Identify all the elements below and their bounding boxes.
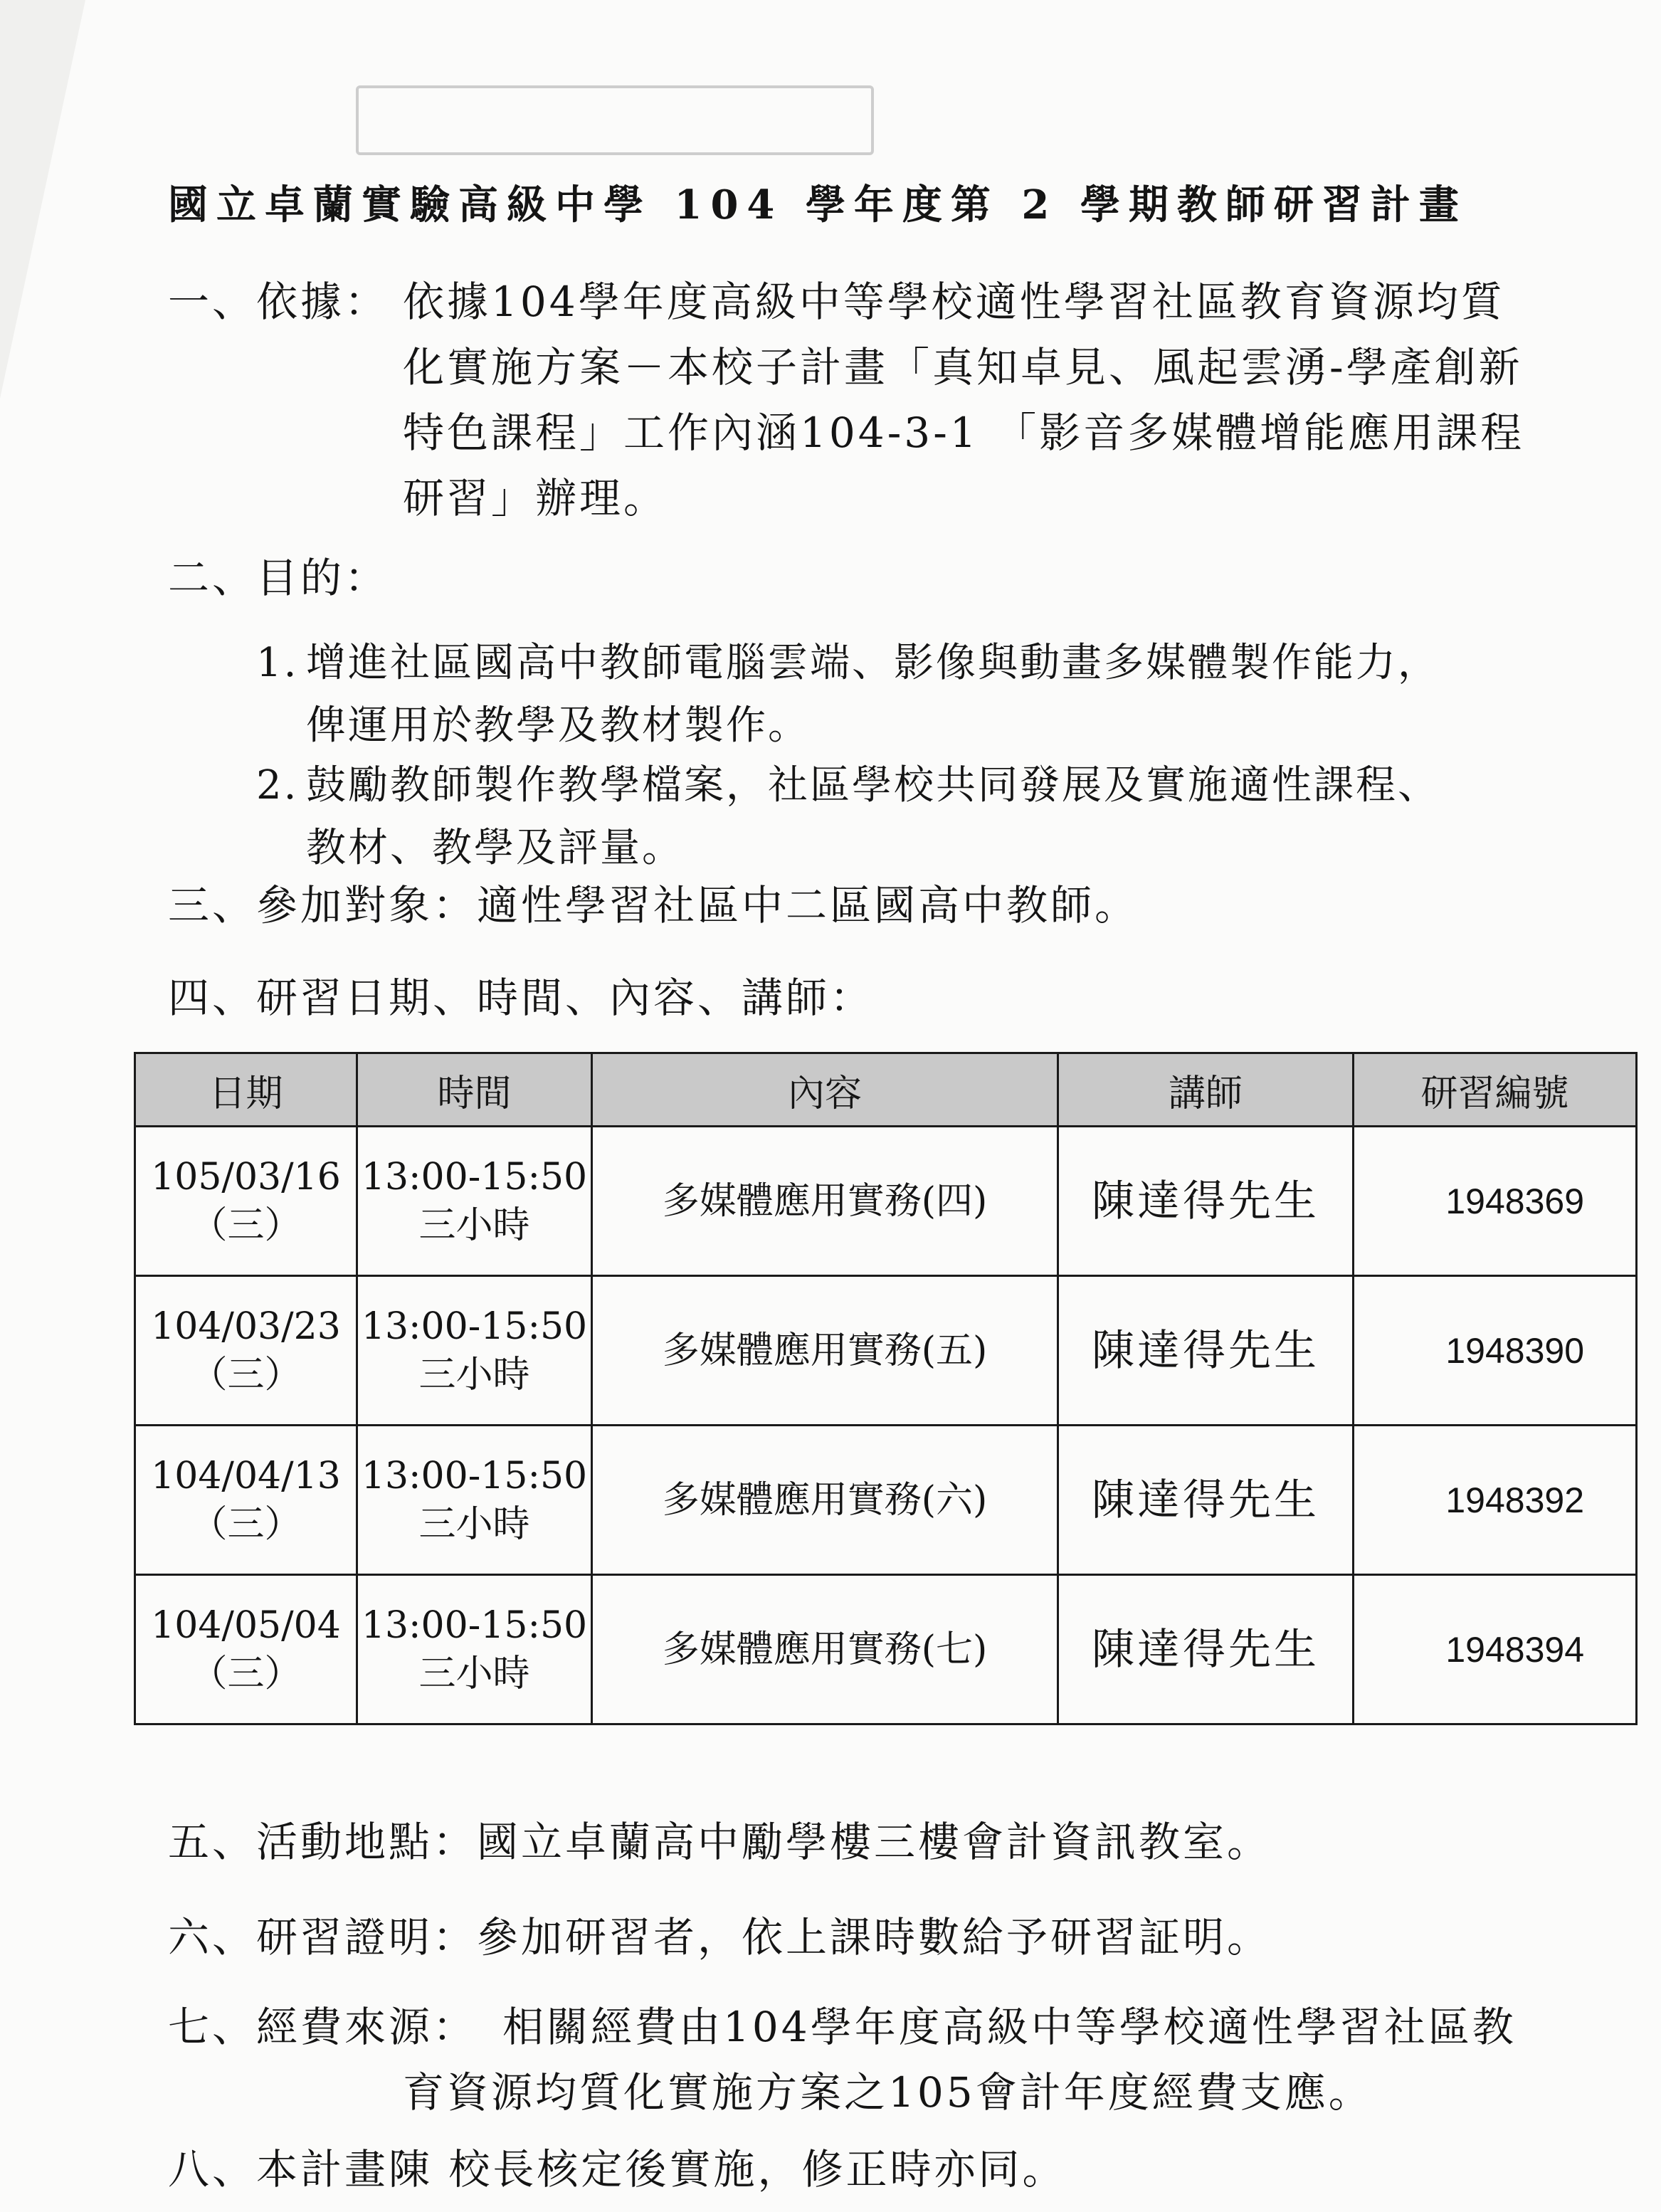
funding-line: 育資源均質化實施方案之105會計年度經費支應。 — [403, 2068, 1373, 2117]
code-cell: 1948392 — [1354, 1426, 1637, 1575]
teacher-cell: 陳達得先生 — [1058, 1426, 1354, 1575]
basis-line: 化實施方案－本校子計畫「真知卓見、風起雲湧-學產創新 — [403, 343, 1523, 391]
table-row — [135, 1575, 1637, 1724]
basis-line: 依據104學年度高級中等學校適性學習社區教育資源均質 — [403, 278, 1505, 326]
column-header-code: 研習編號 — [1354, 1053, 1637, 1127]
basis-line: 特色課程」工作內涵104-3-1 「影音多媒體增能應用課程 — [403, 409, 1525, 457]
purpose-item-line: 增進社區國高中教師電腦雲端、影像與動畫多媒體製作能力， — [306, 640, 1440, 686]
content-cell: 多媒體應用實務(五) — [592, 1276, 1058, 1426]
teacher-cell: 陳達得先生 — [1058, 1575, 1354, 1724]
basis-line: 研習」辦理。 — [403, 474, 668, 522]
date-cell: 104/03/23 （三） — [135, 1276, 357, 1426]
purpose-item-2 — [256, 754, 1608, 883]
purpose-item-number: 2. — [256, 762, 299, 809]
section-purpose-label: 二、目的： — [168, 554, 389, 602]
purpose-item-line: 教材、教學及評量。 — [306, 825, 684, 871]
folded-corner — [0, 0, 85, 399]
code-cell: 1948369 — [1354, 1127, 1637, 1276]
date-cell: 105/03/16 （三） — [135, 1127, 357, 1276]
time-cell: 13:00-15:50 三小時 — [357, 1575, 592, 1724]
time-cell: 13:00-15:50 三小時 — [357, 1127, 592, 1276]
table-row — [135, 1426, 1637, 1575]
table-header-row — [135, 1053, 1637, 1127]
section-funding-label: 七、經費來源： — [168, 2003, 478, 2051]
teacher-cell: 陳達得先生 — [1058, 1276, 1354, 1426]
column-header-date: 日期 — [135, 1053, 357, 1127]
purpose-item-number: 1. — [256, 640, 299, 686]
purpose-item-1 — [256, 632, 1608, 760]
time-cell: 13:00-15:50 三小時 — [357, 1276, 592, 1426]
date-cell: 104/05/04 （三） — [135, 1575, 357, 1724]
column-header-content: 內容 — [592, 1053, 1058, 1127]
content-cell: 多媒體應用實務(四) — [592, 1127, 1058, 1276]
table-row — [135, 1127, 1637, 1276]
section-basis-label: 一、依據： — [168, 278, 389, 326]
column-header-teacher: 講師 — [1058, 1053, 1354, 1127]
section-basis — [168, 269, 1613, 532]
date-cell: 104/04/13 （三） — [135, 1426, 357, 1575]
content-cell: 多媒體應用實務(六) — [592, 1426, 1058, 1575]
teacher-cell: 陳達得先生 — [1058, 1127, 1354, 1276]
code-cell: 1948394 — [1354, 1575, 1637, 1724]
purpose-item-line: 鼓勵教師製作教學檔案，社區學校共同發展及實施適性課程、 — [306, 762, 1440, 809]
document-page: 國立卓蘭實驗高級中學 104 學年度第 2 學期教師研習計畫 一、依據： 依據104學年度高級中等學校適性學習社區教育資源均質 化實施方案－本校子計畫「真知卓見、風起雲湧-學產創新 特色課程」工作內涵104-3-1 「影音多媒體增能應用課程 研習」辦理。 二、目的： 1. 增進社區國高中教師電腦雲端、影像與動畫多媒體製作能力， 俾運用於教學及教材製作。 2. 鼓勵教師製作教學檔案，社區學校共同發展及實施適性課程、 教材、教學及評量。 三、參加對象：適性學習社區中二區國高中教師。 四、研習日期、時間、內容、講師： 日期 時間 內容 講師 研習編號 105/03/16 （三） 13:00-15:50 三小時 多媒體應用實務(四) 陳達得先生 1948369 104/03/23 （三） 13:00-15:50 三小時 多媒體應用實務(五) 陳達得先生 1948390 104/04/13 （三） 13:00-15:50 三小時 多媒體應用實務(六) 陳達得先生 1948392 104/05/04 （三） 13:00-15:50 三小時 多媒體應用實務(七) 陳達得先生 1948394 五、活動地點：國立卓蘭高中勵學樓三樓會計資訊教室。 六、研習證明：參加研習者，依上課時數給予研習証明。 七、經費來源： 相關經費由104學年度高級中等學校適性學習社區教 育資源均質化實施方案之105會計年度經費支應。 八、本計畫陳 校長核定後實施，修正時亦同。 — [0, 0, 1661, 2212]
document-title: 國立卓蘭實驗高級中學 104 學年度第 2 學期教師研習計畫 — [168, 181, 1467, 228]
funding-line: 相關經費由104學年度高級中等學校適性學習社區教 — [502, 2003, 1517, 2051]
table-row — [135, 1276, 1637, 1426]
column-header-time: 時間 — [357, 1053, 592, 1127]
schedule-table — [134, 1052, 1638, 1725]
time-cell: 13:00-15:50 三小時 — [357, 1426, 592, 1575]
purpose-item-line: 俾運用於教學及教材製作。 — [306, 702, 810, 749]
content-cell: 多媒體應用實務(七) — [592, 1575, 1058, 1724]
code-cell: 1948390 — [1354, 1276, 1637, 1426]
receipt-stamp — [356, 85, 874, 155]
section-basis-text — [403, 269, 1524, 531]
